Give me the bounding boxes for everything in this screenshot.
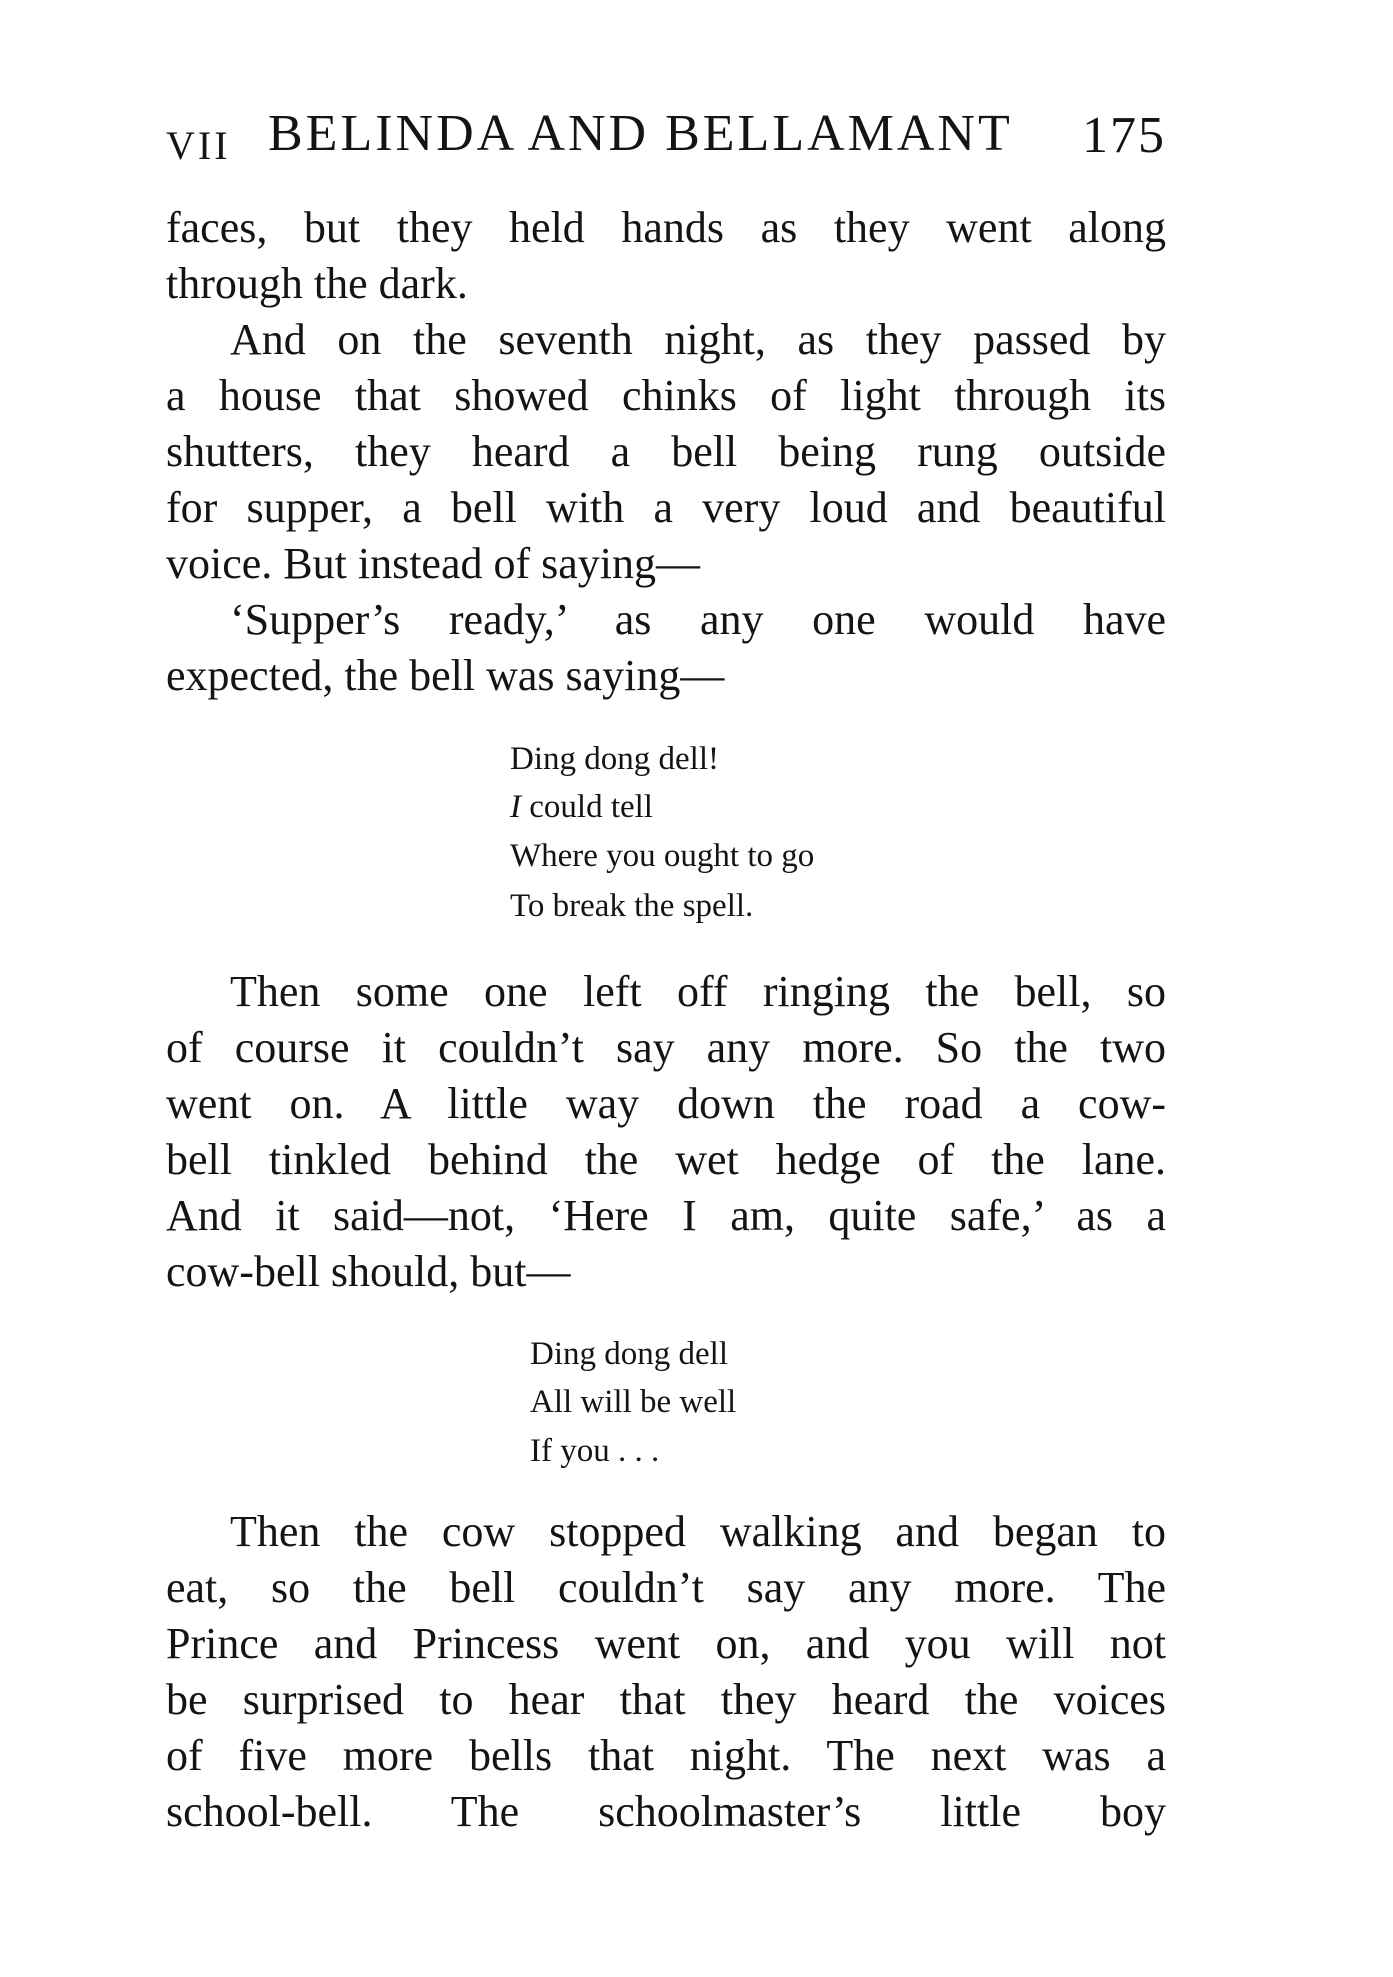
text-line: bell tinkled behind the wet hedge of the lane.: [166, 1135, 1166, 1184]
text-line: ‘Supper’s ready,’ as any one would have: [230, 595, 1166, 644]
text-line: shutters, they heard a bell being rung outside: [166, 427, 1166, 476]
text-line: of course it couldn’t say any more. So the two: [166, 1023, 1166, 1072]
verse-line: To break the spell.: [510, 888, 754, 924]
text-line: went on. A little way down the road a cow-: [166, 1079, 1166, 1128]
running-header: [166, 104, 1166, 174]
verse-line: Where you ought to go: [510, 838, 815, 874]
text-line: school-bell. The schoolmaster’s little boy: [166, 1787, 1166, 1836]
verse-italic-word: I: [510, 789, 521, 825]
text-line: for supper, a bell with a very loud and beautiful: [166, 483, 1166, 532]
text-line: eat, so the bell couldn’t say any more. The: [166, 1563, 1166, 1612]
chapter-number: VII: [166, 123, 231, 168]
text-line: cow-bell should, but—: [166, 1247, 571, 1296]
page-number: 175: [1082, 107, 1166, 164]
verse-line: [510, 783, 653, 831]
text-line: a house that showed chinks of light through its: [166, 371, 1166, 420]
text-line: And on the seventh night, as they passed by: [230, 315, 1166, 364]
verse-line-rest: could tell: [521, 789, 653, 825]
text-line: And it said—not, ‘Here I am, quite safe,’ as a: [166, 1191, 1166, 1240]
verse-line: All will be well: [530, 1384, 737, 1420]
text-line: Then some one left off ringing the bell, so: [230, 967, 1166, 1016]
running-title: BELINDA AND BELLAMANT: [268, 105, 1013, 162]
text-line: voice. But instead of saying—: [166, 539, 701, 588]
verse-line: If you . . .: [530, 1433, 660, 1469]
text-line: Then the cow stopped walking and began to: [230, 1507, 1166, 1556]
text-line: be surprised to hear that they heard the voices: [166, 1675, 1166, 1724]
text-line: through the dark.: [166, 259, 468, 308]
text-line: expected, the bell was saying—: [166, 651, 725, 700]
text-line: of five more bells that night. The next was a: [166, 1731, 1166, 1780]
verse-line: Ding dong dell: [530, 1336, 728, 1372]
verse-line: Ding dong dell!: [510, 741, 719, 777]
text-line: faces, but they held hands as they went along: [166, 203, 1166, 252]
text-line: Prince and Princess went on, and you will not: [166, 1619, 1166, 1668]
